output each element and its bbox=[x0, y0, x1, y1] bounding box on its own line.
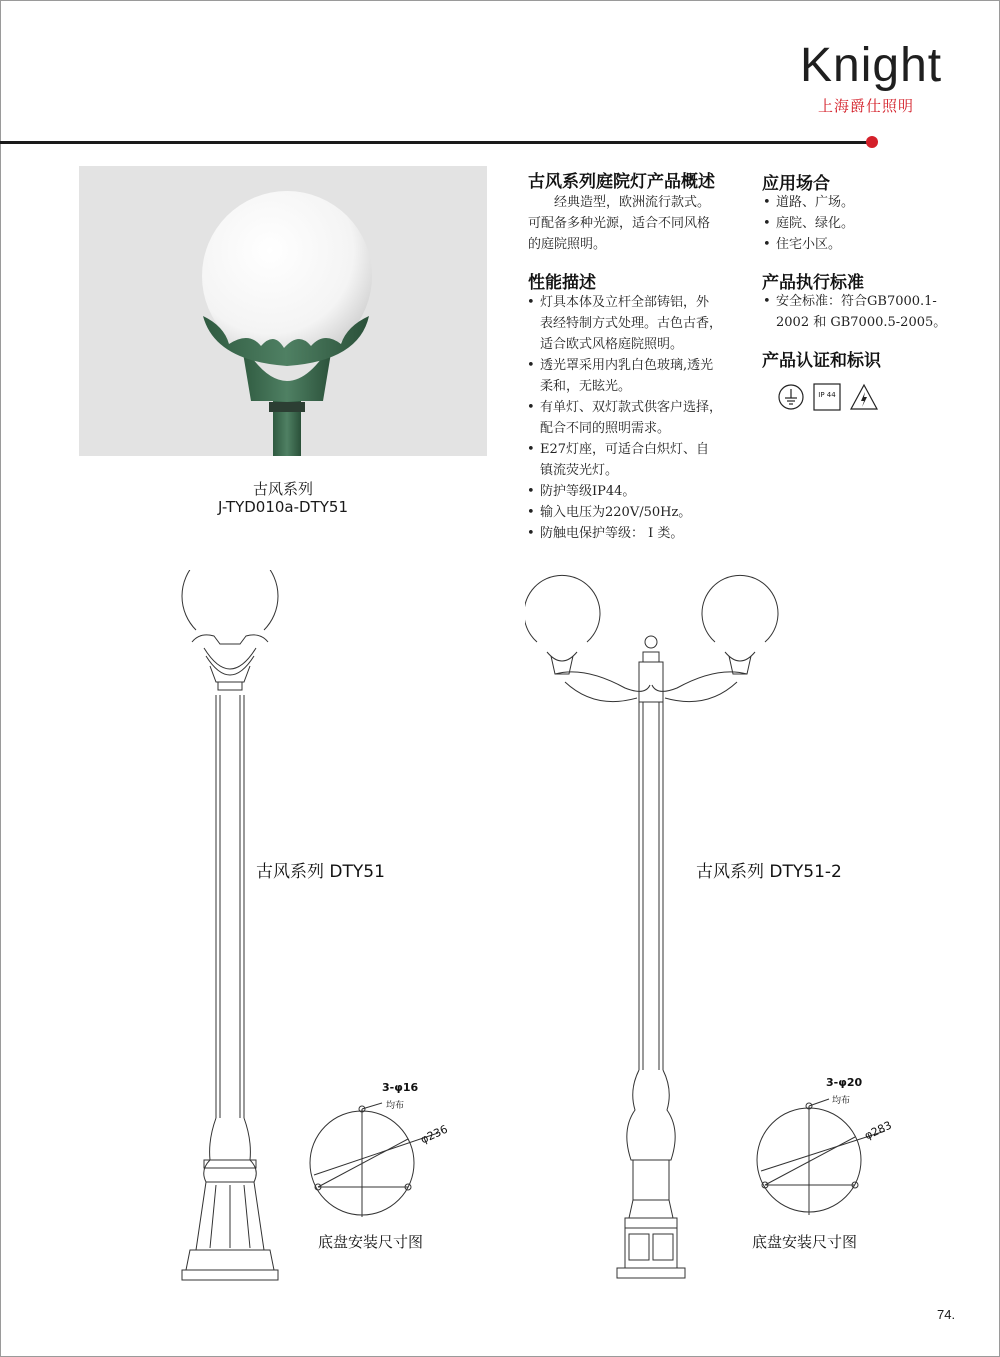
list-item: • 庭院、绿化。 bbox=[762, 213, 962, 234]
right-distribution-label: 均布 bbox=[832, 1096, 851, 1106]
ip44-label: IP 44 bbox=[818, 391, 836, 399]
lamp-drawing-single bbox=[170, 570, 290, 1285]
performance-title: 性能描述 bbox=[528, 273, 596, 293]
item-line: 柔和，无眩光。 bbox=[540, 379, 632, 394]
header-rule bbox=[0, 141, 868, 144]
list-item bbox=[526, 439, 756, 481]
list-item bbox=[526, 481, 756, 502]
overview-line: 可配备多种光源，适合不同风格 bbox=[528, 216, 711, 231]
base-diagram-right bbox=[745, 1075, 905, 1229]
list-item bbox=[526, 397, 756, 439]
list-item bbox=[526, 292, 756, 355]
item-line: • 防触电保护等级： I 类。 bbox=[540, 526, 684, 541]
brand-logo: Knight bbox=[800, 39, 943, 92]
application-list bbox=[762, 192, 962, 255]
item-line: • 有单灯、双灯款式供客户选择， bbox=[540, 400, 723, 415]
left-diameter-label: φ236 bbox=[418, 1122, 450, 1147]
page-number: 74. bbox=[937, 1307, 956, 1322]
item-line: 镇流荧光灯。 bbox=[540, 463, 619, 478]
left-holes-label: 3-φ16 bbox=[382, 1081, 419, 1094]
product-series: 古风系列 bbox=[252, 480, 313, 498]
base-circle-left bbox=[300, 1075, 460, 1225]
item-line: • 防护等级IP44。 bbox=[540, 484, 636, 499]
ip44-icon bbox=[813, 383, 841, 411]
certification-title: 产品认证和标识 bbox=[762, 351, 881, 371]
item-line: 2002 和 GB7000.5-2005。 bbox=[776, 315, 947, 330]
item-line: 表经特制方式处理。古色古香， bbox=[540, 316, 723, 331]
left-distribution-label: 均布 bbox=[386, 1101, 405, 1111]
list-item: • 住宅小区。 bbox=[762, 234, 962, 255]
standard-list bbox=[762, 291, 977, 333]
list-item: • 道路、广场。 bbox=[762, 192, 962, 213]
item-line: • 安全标准：符合GB7000.1- bbox=[776, 294, 937, 309]
right-holes-label: 3-φ20 bbox=[826, 1076, 863, 1089]
base-diagram-left bbox=[300, 1075, 460, 1229]
list-item bbox=[526, 523, 756, 544]
item-line: 适合欧式风格庭院照明。 bbox=[540, 337, 684, 352]
warning-triangle-icon bbox=[849, 383, 877, 411]
drawing-right-label: 古风系列 DTY51-2 bbox=[696, 862, 842, 882]
performance-list bbox=[526, 292, 756, 544]
base-circle-right bbox=[745, 1075, 905, 1225]
list-item bbox=[526, 355, 756, 397]
item-line: 配合不同的照明需求。 bbox=[540, 421, 671, 436]
brand-subtitle: 上海爵仕照明 bbox=[818, 97, 915, 115]
lamp-photo-illustration bbox=[79, 166, 487, 456]
item-line: • 透光罩采用内乳白色玻璃,透光 bbox=[540, 358, 714, 373]
overview-text bbox=[528, 192, 753, 255]
application-title: 应用场合 bbox=[762, 174, 830, 194]
overview-title: 古风系列庭院灯产品概述 bbox=[528, 172, 715, 192]
right-diameter-label: φ283 bbox=[862, 1118, 894, 1143]
ground-icon bbox=[777, 383, 805, 411]
drawing-single-lamp bbox=[170, 570, 290, 1289]
right-base-label: 底盘安装尺寸图 bbox=[752, 1233, 858, 1251]
standard-title: 产品执行标准 bbox=[762, 273, 864, 293]
product-photo bbox=[79, 166, 487, 456]
drawing-left-label: 古风系列 DTY51 bbox=[256, 862, 385, 882]
list-item bbox=[762, 291, 977, 333]
item-line: • E27灯座，可适合白炽灯、自 bbox=[540, 442, 710, 457]
certification-icons bbox=[777, 383, 877, 411]
list-item bbox=[526, 502, 756, 523]
header-rule-dot bbox=[866, 136, 878, 148]
left-base-label: 底盘安装尺寸图 bbox=[318, 1233, 424, 1251]
overview-line: 经典造型，欧洲流行款式。 bbox=[554, 195, 711, 210]
item-line: • 输入电压为220V/50Hz。 bbox=[540, 505, 692, 520]
product-model: J-TYD010a-DTY51 bbox=[218, 498, 348, 516]
overview-line: 的庭院照明。 bbox=[528, 237, 607, 252]
item-line: • 灯具本体及立杆全部铸铝，外 bbox=[540, 295, 710, 310]
